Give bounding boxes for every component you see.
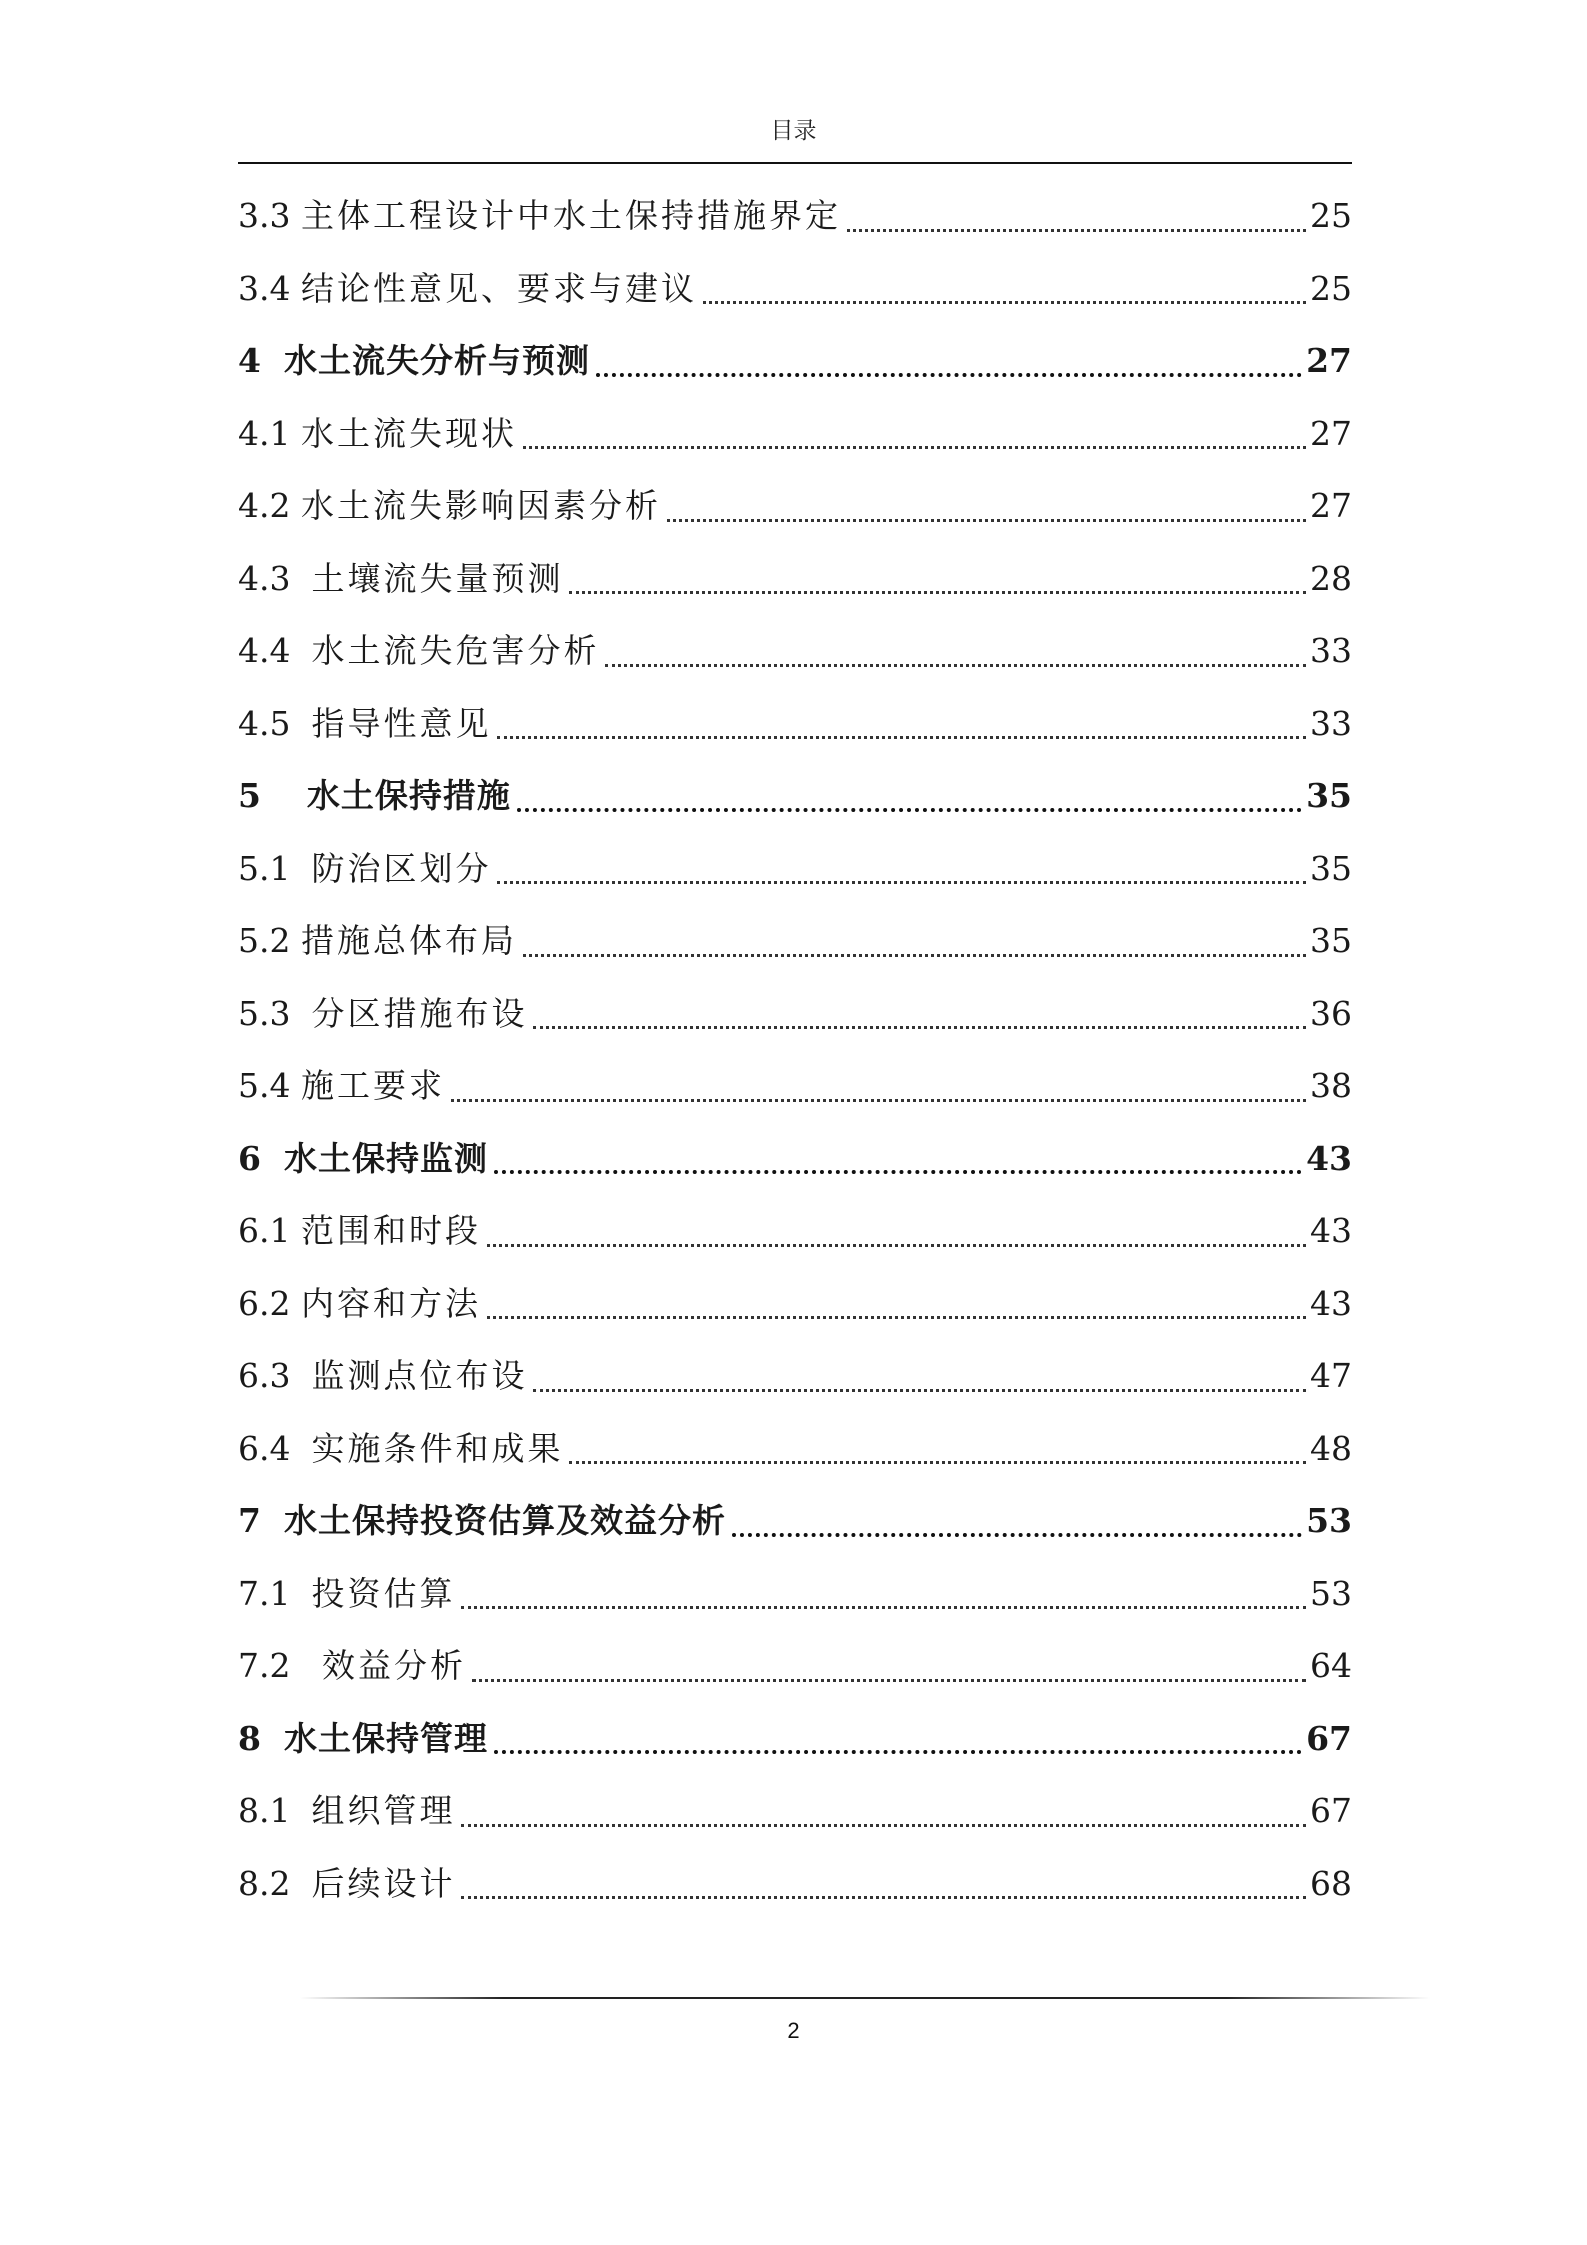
toc-entry-number: 7.2 xyxy=(238,1646,322,1685)
toc-entry-page: 35 xyxy=(1310,921,1352,960)
toc-chapter-entry[interactable] xyxy=(238,760,1352,833)
toc-entry-number: 6.4 xyxy=(238,1428,312,1468)
running-header-title: 目录 xyxy=(770,118,817,144)
toc-entry-number: 5 xyxy=(238,776,307,815)
toc-entry-page: 33 xyxy=(1310,703,1352,743)
toc-entry-page: 48 xyxy=(1310,1428,1352,1468)
toc-section-entry[interactable] xyxy=(238,253,1352,326)
toc-entry-title: 土壤流失量预测 xyxy=(311,558,564,598)
toc-entry-page: 27 xyxy=(1310,486,1352,525)
toc-entry-number: 5.1 xyxy=(238,848,312,888)
toc-entry-title: 效益分析 xyxy=(321,1646,466,1685)
toc-section-entry[interactable] xyxy=(238,615,1352,688)
toc-section-entry[interactable] xyxy=(238,1558,1352,1631)
toc-dot-leader xyxy=(533,1026,1306,1029)
toc-entry-page: 67 xyxy=(1306,1718,1352,1758)
toc-entry-number: 7.1 xyxy=(238,1573,312,1613)
toc-dot-leader xyxy=(497,881,1306,884)
toc-entry-title: 分区措施布设 xyxy=(311,993,528,1033)
toc-section-entry[interactable] xyxy=(238,978,1352,1051)
toc-entry-number: 4.5 xyxy=(238,703,312,743)
toc-dot-leader xyxy=(487,1244,1306,1247)
toc-entry-title: 结论性意见、要求与建议 xyxy=(300,268,697,308)
toc-entry-title: 水土保持监测 xyxy=(283,1138,488,1178)
toc-entry-title: 防治区划分 xyxy=(311,848,492,888)
footer-divider xyxy=(300,1997,1430,1999)
toc-entry-title: 措施总体布局 xyxy=(300,921,517,960)
toc-entry-number: 7 xyxy=(238,1501,284,1540)
toc-entry-title: 水土保持管理 xyxy=(283,1718,488,1758)
toc-entry-number: 3.3 xyxy=(238,196,301,235)
toc-entry-number: 5.4 xyxy=(238,1066,301,1105)
toc-entry-title: 水土流失影响因素分析 xyxy=(300,486,661,525)
toc-dot-leader xyxy=(523,954,1306,957)
toc-section-entry[interactable] xyxy=(238,543,1352,616)
toc-entry-title: 投资估算 xyxy=(311,1573,456,1613)
toc-entry-page: 28 xyxy=(1310,558,1352,598)
toc-section-entry[interactable] xyxy=(238,688,1352,761)
toc-entry-page: 47 xyxy=(1310,1356,1352,1395)
toc-dot-leader xyxy=(523,446,1306,449)
toc-entry-number: 3.4 xyxy=(238,268,301,308)
toc-dot-leader xyxy=(732,1533,1302,1537)
toc-entry-title: 水土保持投资估算及效益分析 xyxy=(283,1501,726,1540)
toc-dot-leader xyxy=(461,1896,1306,1899)
toc-entry-page: 35 xyxy=(1310,848,1352,888)
toc-entry-title: 水土流失现状 xyxy=(300,413,517,453)
toc-entry-title: 水土流失分析与预测 xyxy=(283,341,590,380)
toc-dot-leader xyxy=(569,1461,1306,1464)
toc-dot-leader xyxy=(487,1316,1306,1319)
toc-section-entry[interactable] xyxy=(238,470,1352,543)
toc-dot-leader xyxy=(497,736,1306,739)
toc-chapter-entry[interactable] xyxy=(238,1123,1352,1196)
toc-section-entry[interactable] xyxy=(238,1413,1352,1486)
toc-entry-title: 后续设计 xyxy=(311,1863,456,1903)
toc-dot-leader xyxy=(451,1099,1306,1102)
toc-section-entry[interactable] xyxy=(238,905,1352,978)
toc-entry-title: 监测点位布设 xyxy=(311,1356,528,1395)
toc-entry-title: 主体工程设计中水土保持措施界定 xyxy=(300,196,841,235)
toc-entry-page: 27 xyxy=(1310,413,1352,453)
toc-entry-number: 4.2 xyxy=(238,486,301,525)
toc-entry-title: 实施条件和成果 xyxy=(311,1428,564,1468)
toc-chapter-entry[interactable] xyxy=(238,1703,1352,1776)
toc-entry-title: 水土流失危害分析 xyxy=(311,631,600,670)
toc-entry-title: 范围和时段 xyxy=(300,1211,481,1250)
toc-entry-number: 8.2 xyxy=(238,1863,312,1903)
toc-section-entry[interactable] xyxy=(238,1340,1352,1413)
toc-entry-number: 6.1 xyxy=(238,1211,301,1250)
toc-entry-page: 27 xyxy=(1306,341,1352,380)
toc-section-entry[interactable] xyxy=(238,1775,1352,1848)
toc-dot-leader xyxy=(472,1679,1306,1682)
page-number: 2 xyxy=(787,2018,800,2043)
toc-entry-number: 4.4 xyxy=(238,631,312,670)
toc-entry-number: 4 xyxy=(238,341,284,380)
toc-entry-page: 64 xyxy=(1310,1646,1352,1685)
toc-dot-leader xyxy=(494,1170,1302,1174)
toc-entry-title: 指导性意见 xyxy=(311,703,492,743)
toc-section-entry[interactable] xyxy=(238,1050,1352,1123)
toc-entry-page: 53 xyxy=(1310,1573,1352,1613)
toc-section-entry[interactable] xyxy=(238,833,1352,906)
toc-entry-page: 67 xyxy=(1310,1791,1352,1830)
toc-dot-leader xyxy=(847,229,1306,232)
toc-entry-title: 组织管理 xyxy=(311,1791,456,1830)
toc-dot-leader xyxy=(494,1750,1302,1754)
toc-entry-number: 6 xyxy=(238,1138,284,1178)
toc-section-entry[interactable] xyxy=(238,1195,1352,1268)
toc-entry-page: 36 xyxy=(1310,993,1352,1033)
toc-chapter-entry[interactable] xyxy=(238,325,1352,398)
toc-dot-leader xyxy=(461,1824,1306,1827)
toc-dot-leader xyxy=(605,664,1306,667)
toc-entry-number: 8 xyxy=(238,1718,284,1758)
toc-entry-page: 25 xyxy=(1310,268,1352,308)
toc-entry-title: 内容和方法 xyxy=(300,1283,481,1323)
toc-section-entry[interactable] xyxy=(238,180,1352,253)
toc-entry-number: 4.3 xyxy=(238,558,312,598)
toc-section-entry[interactable] xyxy=(238,1848,1352,1921)
toc-entry-page: 35 xyxy=(1306,776,1352,815)
toc-entry-page: 43 xyxy=(1310,1211,1352,1250)
toc-entry-title: 水土保持措施 xyxy=(306,776,511,815)
toc-dot-leader xyxy=(667,519,1306,522)
toc-entry-page: 43 xyxy=(1306,1138,1352,1178)
toc-dot-leader xyxy=(461,1606,1306,1609)
toc-chapter-entry[interactable] xyxy=(238,1485,1352,1558)
toc-entry-number: 6.3 xyxy=(238,1356,312,1395)
toc-entry-page: 53 xyxy=(1306,1501,1352,1540)
toc-dot-leader xyxy=(569,591,1306,594)
toc-section-entry[interactable] xyxy=(238,398,1352,471)
toc-entry-number: 4.1 xyxy=(238,413,301,453)
table-of-contents xyxy=(238,180,1352,1920)
toc-entry-title: 施工要求 xyxy=(300,1066,445,1105)
toc-entry-number: 5.3 xyxy=(238,993,312,1033)
header-divider xyxy=(238,162,1352,164)
toc-entry-number: 5.2 xyxy=(238,921,301,960)
toc-dot-leader xyxy=(703,301,1306,304)
toc-entry-page: 25 xyxy=(1310,196,1352,235)
toc-entry-number: 8.1 xyxy=(238,1791,312,1830)
toc-entry-page: 43 xyxy=(1310,1283,1352,1323)
toc-entry-page: 33 xyxy=(1310,631,1352,670)
toc-dot-leader xyxy=(517,808,1302,812)
toc-section-entry[interactable] xyxy=(238,1268,1352,1341)
toc-dot-leader xyxy=(533,1389,1306,1392)
toc-entry-number: 6.2 xyxy=(238,1283,301,1323)
toc-entry-page: 68 xyxy=(1310,1863,1352,1903)
toc-section-entry[interactable] xyxy=(238,1630,1352,1703)
toc-dot-leader xyxy=(596,373,1302,377)
toc-entry-page: 38 xyxy=(1310,1066,1352,1105)
